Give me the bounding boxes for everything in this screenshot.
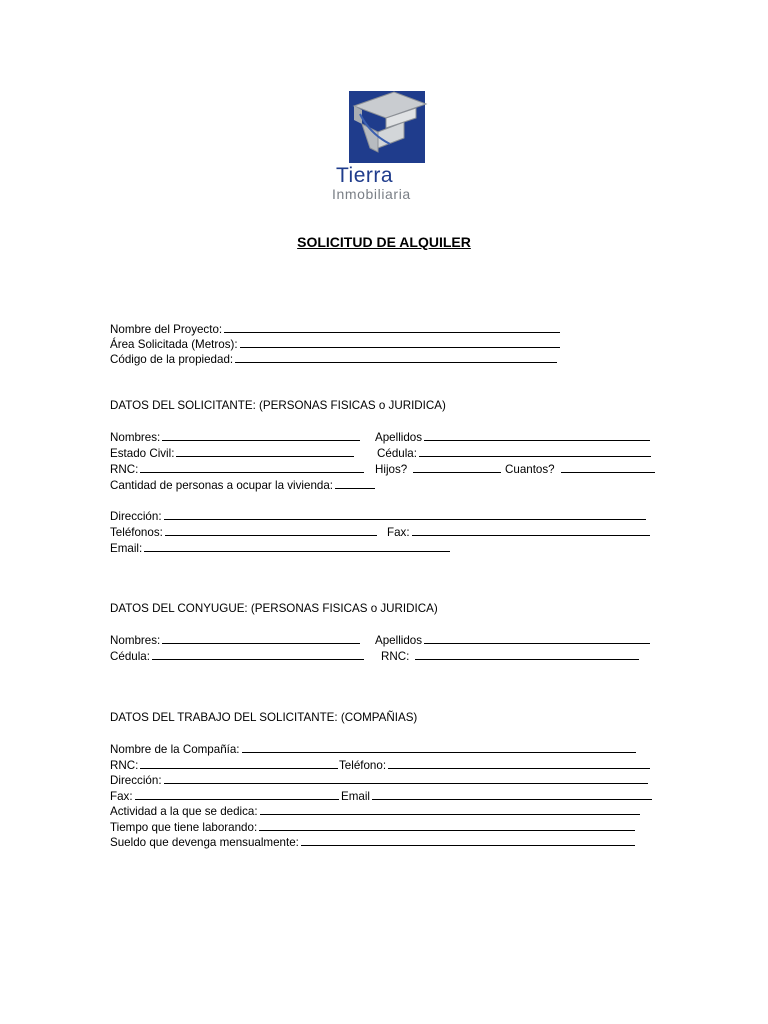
field-hijos[interactable]: [375, 462, 501, 477]
field-label: Teléfonos:: [110, 526, 163, 539]
field-actividad[interactable]: [110, 804, 640, 819]
row-trabajo-fax: [110, 789, 670, 803]
field-label: Código de la propiedad:: [110, 353, 234, 366]
blank-line[interactable]: [152, 649, 364, 660]
blank-line[interactable]: [412, 525, 650, 536]
section-heading-trabajo: DATOS DEL TRABAJO DEL SOLICITANTE: (COMPAÑIAS): [110, 711, 418, 724]
field-label: Dirección:: [110, 774, 162, 787]
field-trabajo-telefono[interactable]: [339, 758, 650, 773]
field-conyugue-rnc[interactable]: [381, 649, 639, 664]
section-heading-solicitante: DATOS DEL SOLICITANTE: (PERSONAS FISICAS o JURIDICA): [110, 399, 446, 412]
blank-line[interactable]: [162, 430, 360, 441]
blank-line[interactable]: [561, 462, 655, 473]
blank-line[interactable]: [259, 820, 635, 831]
field-label: Sueldo que devenga mensualmente:: [110, 836, 299, 849]
field-label: Email:: [110, 542, 143, 555]
blank-line[interactable]: [164, 509, 646, 520]
field-trabajo-fax[interactable]: [110, 789, 339, 804]
field-label: Cédula:: [377, 447, 417, 460]
blank-line[interactable]: [424, 430, 650, 441]
field-label: Apellidos: [375, 634, 423, 647]
row-trabajo-rnc: [110, 758, 670, 772]
field-label: Teléfono:: [339, 759, 387, 772]
logo-wordmark: Tierra: [336, 164, 394, 187]
field-label: Email: [341, 790, 370, 803]
section-heading-conyugue: DATOS DEL CONYUGUE: (PERSONAS FISICAS o JURIDICA): [110, 602, 438, 615]
field-label: Área Solicitada (Metros):: [110, 338, 238, 351]
field-cantidad-personas[interactable]: [110, 478, 375, 493]
field-email[interactable]: [110, 541, 450, 556]
field-conyugue-apellidos[interactable]: [375, 633, 650, 648]
field-conyugue-nombres[interactable]: [110, 633, 360, 648]
field-nombre-proyecto[interactable]: [110, 322, 560, 337]
field-label: Nombres:: [110, 431, 161, 444]
blank-line[interactable]: [224, 322, 560, 333]
field-label: Cuantos?: [505, 463, 555, 476]
blank-line[interactable]: [162, 633, 360, 644]
field-trabajo-rnc[interactable]: [110, 758, 338, 773]
field-rnc[interactable]: [110, 462, 364, 477]
blank-line[interactable]: [140, 462, 364, 473]
field-direccion[interactable]: [110, 509, 646, 524]
field-label: RNC:: [110, 759, 139, 772]
field-fax[interactable]: [387, 525, 650, 540]
row-rnc-hijos: [110, 462, 670, 476]
field-label: Nombre de la Compañía:: [110, 743, 240, 756]
blank-line[interactable]: [164, 773, 648, 784]
field-label: Estado Civil:: [110, 447, 175, 460]
row-conyugue-nombres: [110, 633, 670, 647]
field-estado-civil[interactable]: [110, 446, 354, 461]
field-label: Nombre del Proyecto:: [110, 323, 223, 336]
field-label: Cédula:: [110, 650, 150, 663]
row-conyugue-cedula: [110, 649, 670, 663]
blank-line[interactable]: [372, 789, 652, 800]
blank-line[interactable]: [419, 446, 651, 457]
field-label: Apellidos: [375, 431, 423, 444]
field-nombres[interactable]: [110, 430, 360, 445]
field-telefonos[interactable]: [110, 525, 377, 540]
page-title: SOLICITUD DE ALQUILER: [297, 234, 471, 250]
field-cedula[interactable]: [377, 446, 651, 461]
field-apellidos[interactable]: [375, 430, 650, 445]
blank-line[interactable]: [140, 758, 338, 769]
field-sueldo[interactable]: [110, 835, 635, 850]
blank-line[interactable]: [235, 352, 557, 363]
field-label: Dirección:: [110, 510, 162, 523]
field-compania[interactable]: [110, 742, 636, 757]
field-codigo-propiedad[interactable]: [110, 352, 557, 367]
row-nombres-apellidos: [110, 430, 670, 444]
field-trabajo-direccion[interactable]: [110, 773, 648, 788]
blank-line[interactable]: [176, 446, 354, 457]
field-conyugue-cedula[interactable]: [110, 649, 364, 664]
field-label: Actividad a la que se dedica:: [110, 805, 258, 818]
field-label: Tiempo que tiene laborando:: [110, 821, 258, 834]
field-trabajo-email[interactable]: [341, 789, 652, 804]
row-telefonos-fax: [110, 525, 670, 539]
field-tiempo[interactable]: [110, 820, 635, 835]
field-label: Cantidad de personas a ocupar la vivienda:: [110, 479, 334, 492]
blank-line[interactable]: [413, 462, 501, 473]
field-label: Hijos?: [375, 463, 408, 476]
field-cuantos[interactable]: [505, 462, 655, 477]
blank-line[interactable]: [135, 789, 339, 800]
blank-line[interactable]: [335, 478, 375, 489]
field-label: Fax:: [387, 526, 410, 539]
blank-line[interactable]: [415, 649, 639, 660]
blank-line[interactable]: [424, 633, 650, 644]
blank-line[interactable]: [388, 758, 650, 769]
blank-line[interactable]: [242, 742, 636, 753]
logo-subtitle: Inmobiliaria: [332, 186, 411, 202]
field-area-solicitada[interactable]: [110, 337, 560, 352]
blank-line[interactable]: [240, 337, 560, 348]
row-estado-cedula: [110, 446, 670, 460]
field-label: RNC:: [110, 463, 139, 476]
blank-line[interactable]: [165, 525, 377, 536]
blank-line[interactable]: [144, 541, 450, 552]
blank-line[interactable]: [260, 804, 640, 815]
field-label: Fax:: [110, 790, 133, 803]
field-label: Nombres:: [110, 634, 161, 647]
blank-line[interactable]: [301, 835, 635, 846]
field-label: RNC:: [381, 650, 410, 663]
